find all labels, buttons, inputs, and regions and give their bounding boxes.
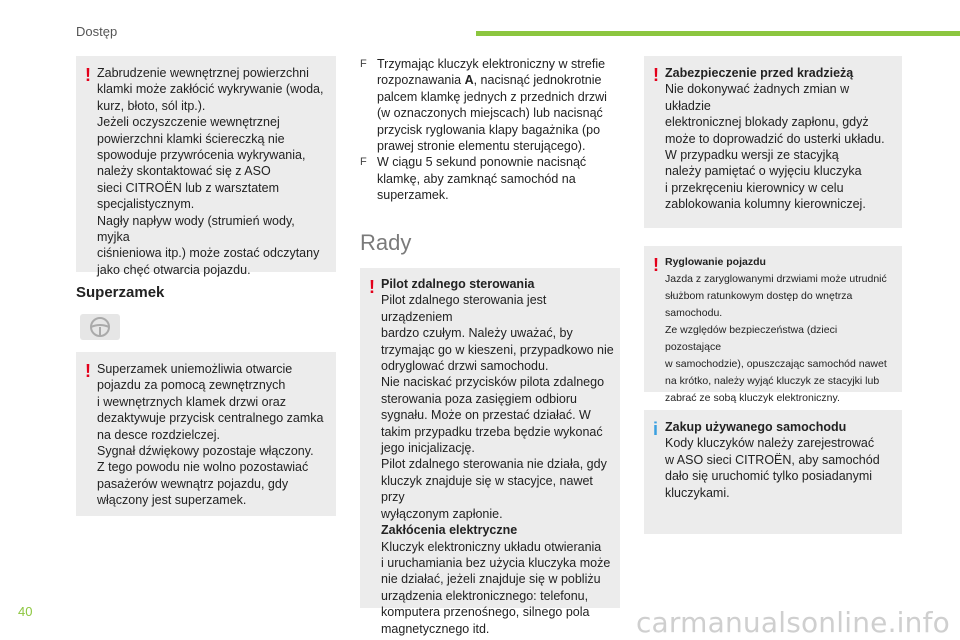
section-header: Dostęp — [76, 24, 118, 39]
warning-box-handle-dirt — [76, 56, 336, 277]
text-line: zablokowania kolumny kierowniczej. — [665, 197, 866, 212]
used-title: Zakup używanego samochodu — [665, 420, 847, 434]
text-line: superzamek. — [377, 188, 449, 203]
interference-title: Zakłócenia elektryczne — [381, 523, 518, 538]
info-icon: i — [653, 419, 659, 439]
text-line: kluczykami. — [665, 485, 730, 500]
text-line: na desce rozdzielczej. — [97, 427, 220, 442]
bullet-icon: F — [360, 156, 367, 169]
text-line: Nie naciskać przycisków pilota zdalnego — [381, 375, 605, 390]
text-line: i wewnętrznych klamek drzwi oraz — [97, 394, 286, 409]
text-line: kluczyk znajduje się w stacyjce, nawet przy — [381, 473, 593, 505]
text-line: Nagły napływ wody (strumień wody, myjka — [97, 213, 295, 245]
section-title-rady: Rady — [360, 230, 412, 255]
text-line: może to doprowadzić do usterki układu. — [665, 131, 885, 146]
remote-title: Pilot zdalnego sterowania — [381, 277, 535, 291]
text-line: ciśnieniowa itp.) może zostać odczytany — [97, 246, 320, 261]
text-line: dało się uruchomić tylko posiadanymi — [665, 469, 873, 484]
warning-icon: ! — [653, 255, 659, 275]
warning-box-theft — [644, 56, 902, 228]
text-line: Nie dokonywać żadnych zmian w układzie — [665, 82, 850, 113]
text-line: komputera przenośnego, silnego pola — [381, 605, 590, 620]
text-line: Pilot zdalnego sterowania jest urządzeniem — [381, 293, 547, 324]
lock-title: Ryglowanie pojazdu — [665, 256, 766, 268]
text-line: włączony jest superzamek. — [97, 493, 247, 508]
text-line: sieci CITROËN lub z warsztatem — [97, 180, 279, 195]
text-line: bardzo czułym. Należy uważać, by — [381, 326, 573, 341]
text-line: specjalistycznym. — [97, 197, 195, 212]
text-line: spowoduje przywrócenia wykrywania, — [97, 148, 306, 163]
text-line: sterowania poza zasięgiem odbioru — [381, 391, 577, 406]
text-line: rozpoznawania A, nacisnąć jednokrotnie — [377, 73, 602, 88]
text-line: należy skontaktować się z ASO — [97, 164, 271, 179]
text-line: samochodu. — [665, 307, 723, 319]
warning-text — [381, 276, 614, 637]
lock-text — [665, 271, 896, 407]
text-line: i przekręceniu kierownicy w celu — [665, 180, 844, 195]
text-line: odryglować drzwi samochodu. — [381, 359, 549, 374]
warning-icon: ! — [85, 65, 91, 85]
theft-title: Zabezpieczenie przed kradzieżą — [665, 66, 854, 80]
text-line: dezaktywuje przycisk centralnego zamka — [97, 411, 324, 426]
text-line: takim przypadku trzeba będzie wykonać — [381, 424, 603, 439]
remote-text — [381, 292, 614, 522]
warning-box-locking — [644, 246, 902, 404]
bullet-icon: F — [360, 58, 367, 70]
text-line: urządzenia elektronicznego: telefonu, — [381, 588, 589, 603]
text-line: Kody kluczyków należy zarejestrować — [665, 436, 875, 451]
list-item-text — [377, 154, 620, 203]
page-number: 40 — [18, 604, 33, 619]
text-line: klamkę, aby zamknąć samochód na — [377, 171, 576, 186]
text-line: Kluczyk elektroniczny układu otwierania — [381, 539, 602, 554]
watermark: carmanualsonline.info — [635, 606, 950, 639]
info-box-used-car — [644, 410, 902, 534]
text-line: trzymając go w kieszeni, przypadkowo nie — [381, 342, 614, 357]
text-line: w ASO sieci CITROËN, aby samochód — [665, 452, 880, 467]
text-line: Pilot zdalnego sterowania nie działa, gdy — [381, 457, 607, 472]
text-line: palcem klamkę jednych z przednich drzwi — [377, 89, 607, 104]
warning-text — [665, 65, 896, 213]
text-line: powierzchni klamki ściereczką nie — [97, 131, 285, 146]
text-line: elektronicznej blokady zapłonu, gdyż — [665, 115, 869, 130]
interference-text — [381, 539, 614, 637]
info-text — [665, 419, 896, 501]
text-line: sygnału. Może on przestać działać. W — [381, 408, 591, 423]
text-line: Zabrudzenie wewnętrznej powierzchni — [97, 66, 309, 80]
used-text — [665, 435, 896, 501]
text-line: Jazda z zaryglowanymi drzwiami może utrudnić — [665, 273, 887, 285]
warning-text — [665, 254, 896, 407]
warning-text — [97, 361, 330, 509]
text-line: i uruchamiania bez użycia kluczyka może — [381, 555, 611, 570]
text-line: w samochodzie), opuszczając samochód nawet — [665, 358, 887, 370]
text-line: Jeżeli oczyszczenie wewnętrznej — [97, 115, 280, 130]
text-line: przycisk ryglowania klapy bagażnika (po — [377, 122, 601, 137]
text-line: klamki może zakłócić wykrywanie (woda, — [97, 82, 324, 97]
text-line: Sygnał dźwiękowy pozostaje włączony. — [97, 444, 314, 459]
theft-text — [665, 81, 896, 212]
text-line: jako chęć otwarcia pojazdu. — [97, 262, 251, 277]
header-rule — [476, 31, 960, 36]
text-line: zabrać ze sobą kluczyk elektroniczny. — [665, 392, 840, 404]
text-line: Z tego powodu nie wolno pozostawiać — [97, 460, 309, 475]
list-item-text — [377, 56, 620, 154]
text-line: magnetycznego itd. — [381, 621, 490, 636]
text-line: na krótko, należy wyjąć kluczyk ze stacyjki lub — [665, 375, 880, 387]
warning-box-remote — [360, 268, 620, 636]
instruction-list — [360, 56, 620, 204]
list-item — [360, 56, 620, 154]
text-line: prawej stronie elementu sterującego). — [377, 139, 586, 154]
text-line: służbom ratunkowym dostęp do wnętrza — [665, 290, 853, 302]
text-line: pojazdu za pomocą zewnętrznych — [97, 378, 286, 393]
section-title-superzamek: Superzamek — [76, 284, 165, 301]
steering-wheel-icon — [80, 314, 120, 340]
list-item — [360, 154, 620, 203]
text-line: wyłączonym zapłonie. — [381, 506, 503, 521]
text-line: (w oznaczonych miejscach) lub nacisnąć — [377, 106, 603, 121]
text-line: W przypadku wersji ze stacyjką — [665, 148, 839, 163]
warning-icon: ! — [369, 277, 375, 297]
text-line: nie działać, jeżeli znajduje się w pobliżu — [381, 572, 601, 587]
warning-text — [97, 65, 330, 278]
text-line: kurz, błoto, sól itp.). — [97, 98, 206, 113]
text-line: Ze względów bezpieczeństwa (dzieci pozostające — [665, 324, 838, 353]
text-line: należy pamiętać o wyjęciu kluczyka — [665, 164, 862, 179]
text-line: Superzamek uniemożliwia otwarcie — [97, 362, 293, 376]
warning-icon: ! — [85, 361, 91, 381]
text-line: Trzymając kluczyk elektroniczny w strefie — [377, 57, 606, 71]
text-line: pasażerów wewnątrz pojazdu, gdy — [97, 476, 289, 491]
text-line: W ciągu 5 sekund ponownie nacisnąć — [377, 155, 587, 170]
warning-icon: ! — [653, 65, 659, 85]
warning-box-superzamek — [76, 352, 336, 516]
text-line: jego inicjalizację. — [381, 441, 475, 456]
